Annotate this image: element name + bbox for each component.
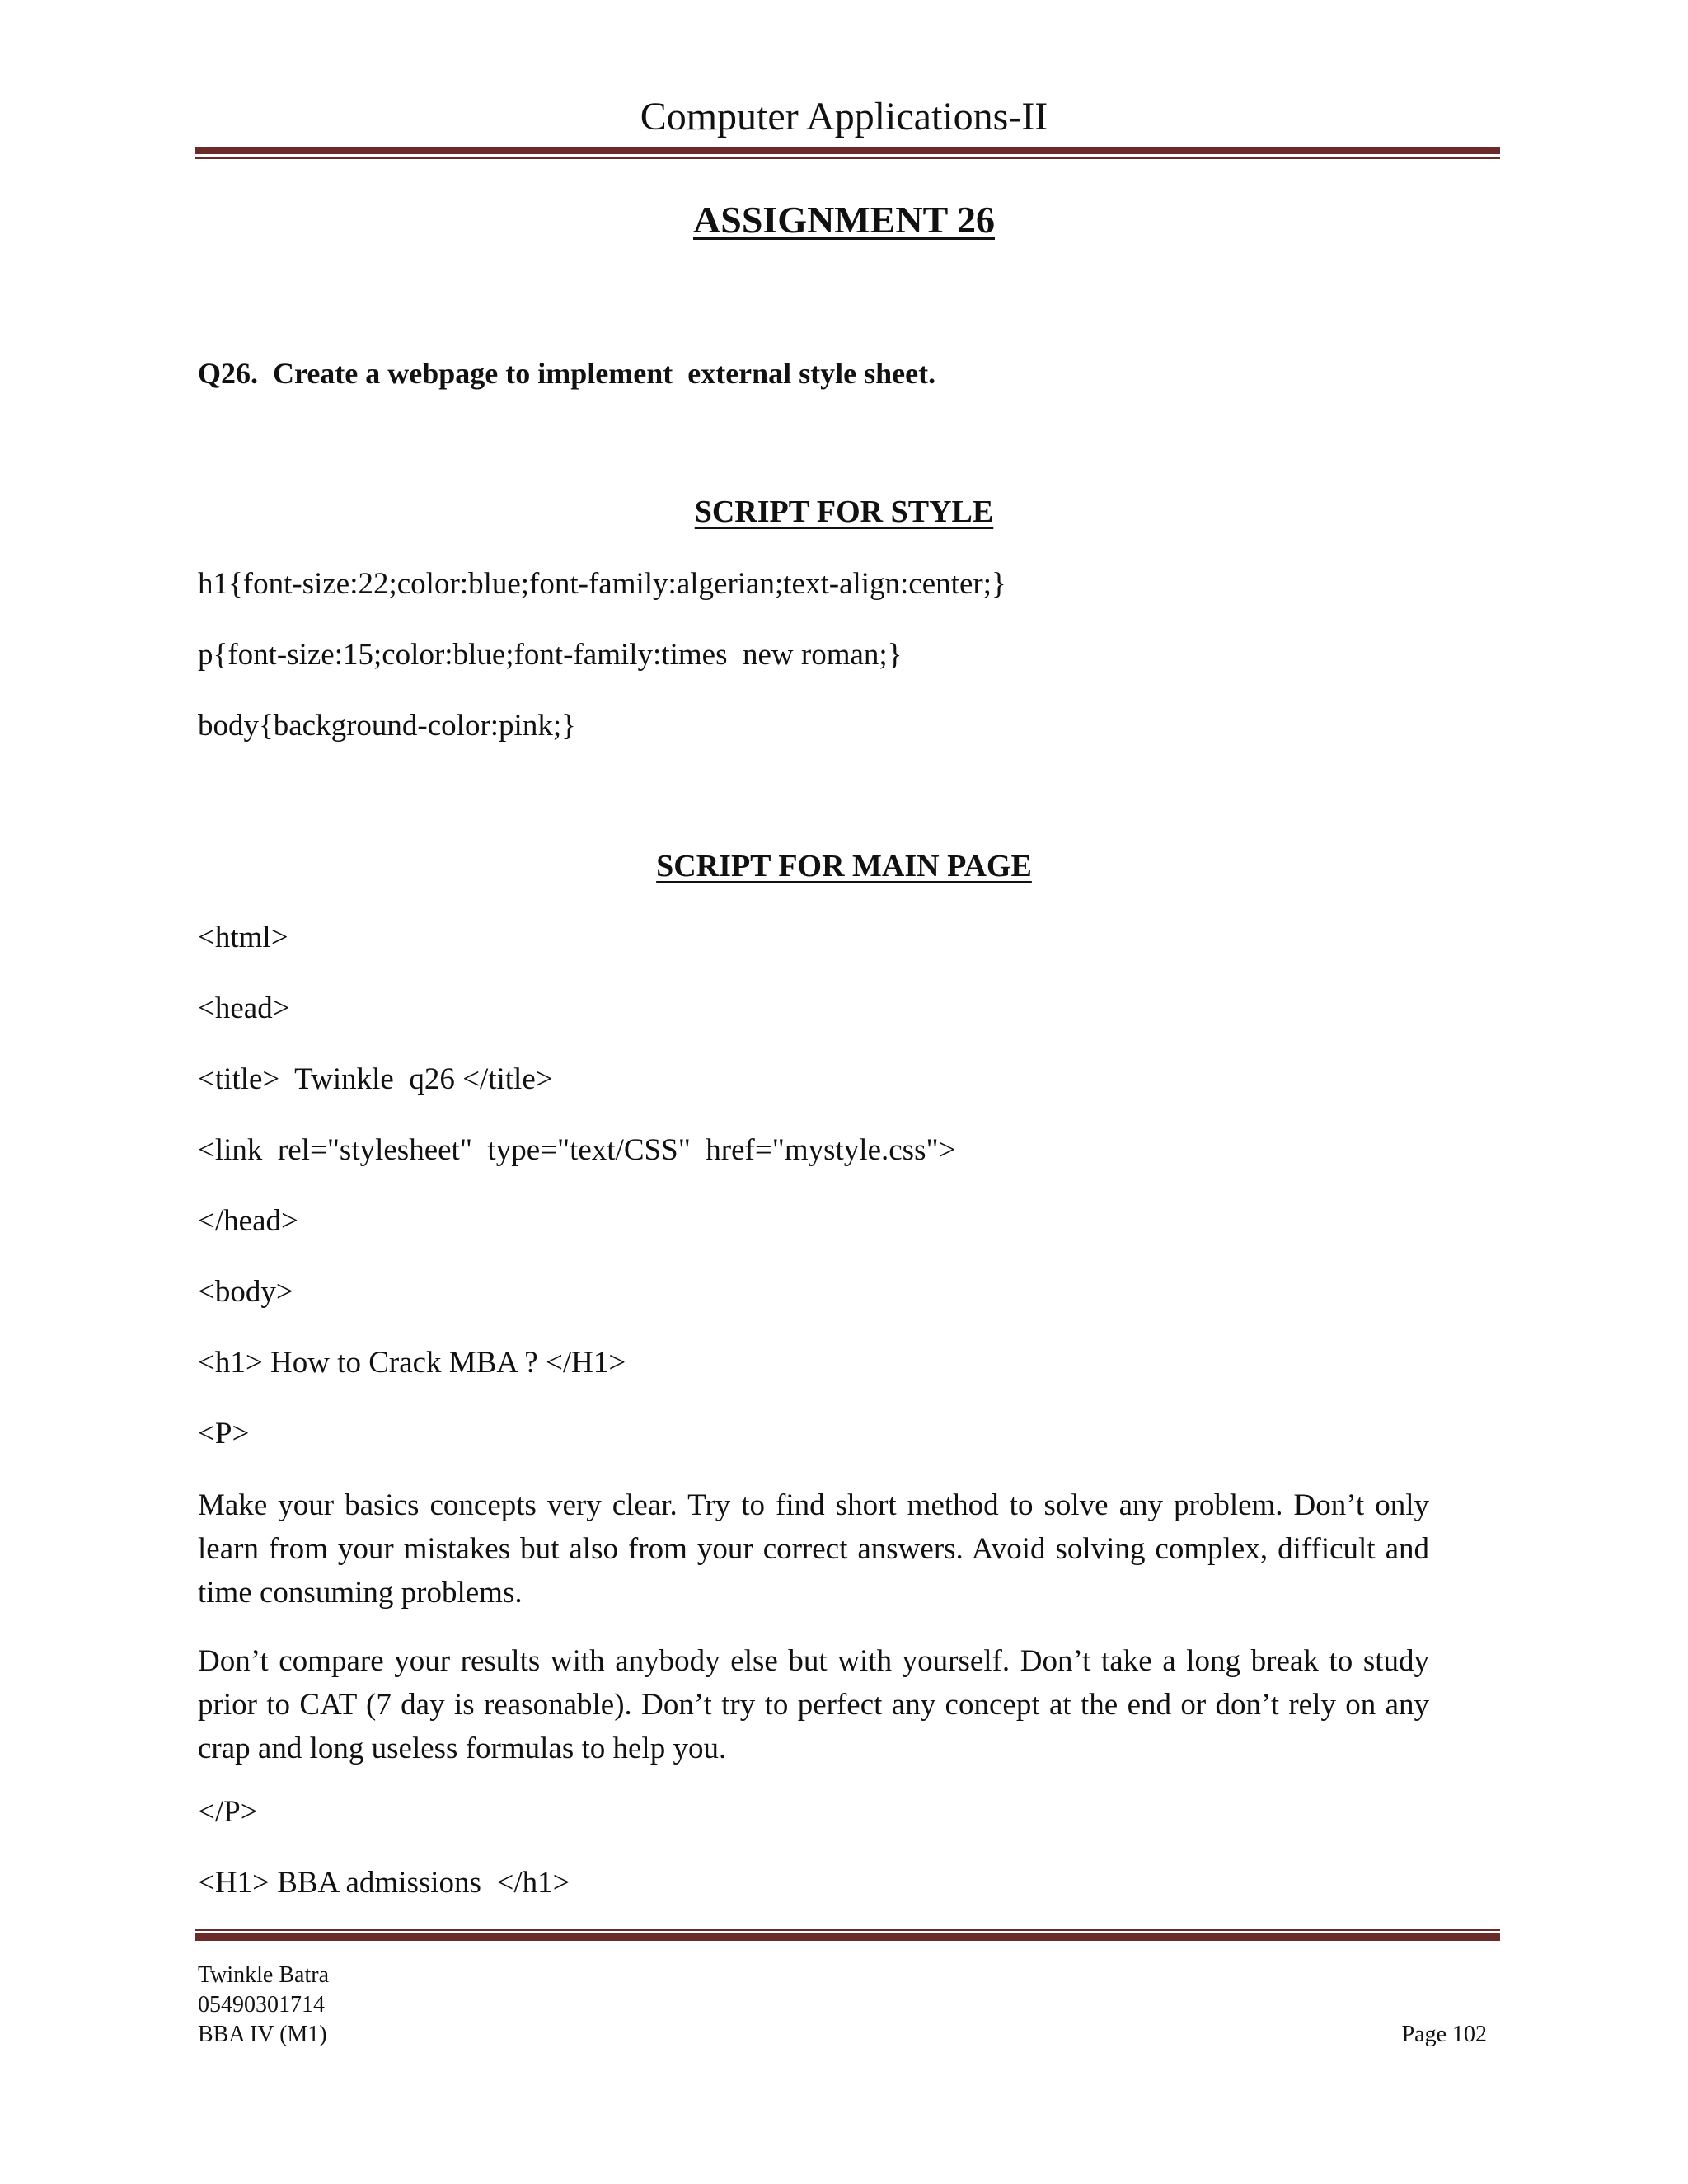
style-section-heading: SCRIPT FOR STYLE	[694, 494, 994, 529]
footer-rule-thin	[195, 1929, 1500, 1931]
css-rule-body: body{background-color:pink;}	[198, 709, 576, 743]
running-header-title: Computer Applications-II	[640, 95, 1048, 138]
code-line: <body>	[198, 1275, 293, 1309]
code-line: </head>	[198, 1204, 298, 1238]
footer-class: BBA IV (M1)	[198, 2022, 327, 2047]
page-number: Page 102	[1401, 2022, 1487, 2047]
code-line: <html>	[198, 921, 288, 954]
code-line: <head>	[198, 991, 290, 1025]
question-text: Q26. Create a webpage to implement external style sheet.	[198, 357, 936, 390]
assignment-title: ASSIGNMENT 26	[693, 199, 995, 241]
header-rule-thin	[195, 157, 1500, 159]
code-line: <title> Twinkle q26 </title>	[198, 1062, 553, 1096]
code-line: <h1> How to Crack MBA ? </H1>	[198, 1346, 626, 1380]
code-line: <H1> BBA admissions </h1>	[198, 1866, 570, 1900]
paragraph-text: Make your basics concepts very clear. Try to find short method to solve any problem. Don’t only learn from your mistakes but also from your correct answers. Avoid solving complex, difficult and time consuming problems.	[198, 1488, 1429, 1610]
css-rule-h1: h1{font-size:22;color:blue;font-family:algerian;text-align:center;}	[198, 567, 1006, 601]
paragraph-text: Don’t compare your results with anybody else but with yourself. Don’t take a long break to study prior to CAT (7 day is reasonable). Don’t try to perfect any concept at the end or don’t rely on any crap and long useless formulas to help you.	[198, 1644, 1429, 1765]
code-line: <link rel="stylesheet" type="text/CSS" href="mystyle.css">	[198, 1133, 956, 1167]
main-section-heading: SCRIPT FOR MAIN PAGE	[656, 849, 1032, 883]
code-line: <P>	[198, 1417, 250, 1451]
footer-roll-number: 05490301714	[198, 1992, 325, 2018]
css-rule-p: p{font-size:15;color:blue;font-family:times new roman;}	[198, 638, 903, 672]
code-line: </P>	[198, 1795, 258, 1829]
footer-rule-thick	[195, 1933, 1500, 1941]
footer-author-name: Twinkle Batra	[198, 1962, 329, 1988]
header-rule-thick	[195, 147, 1500, 154]
